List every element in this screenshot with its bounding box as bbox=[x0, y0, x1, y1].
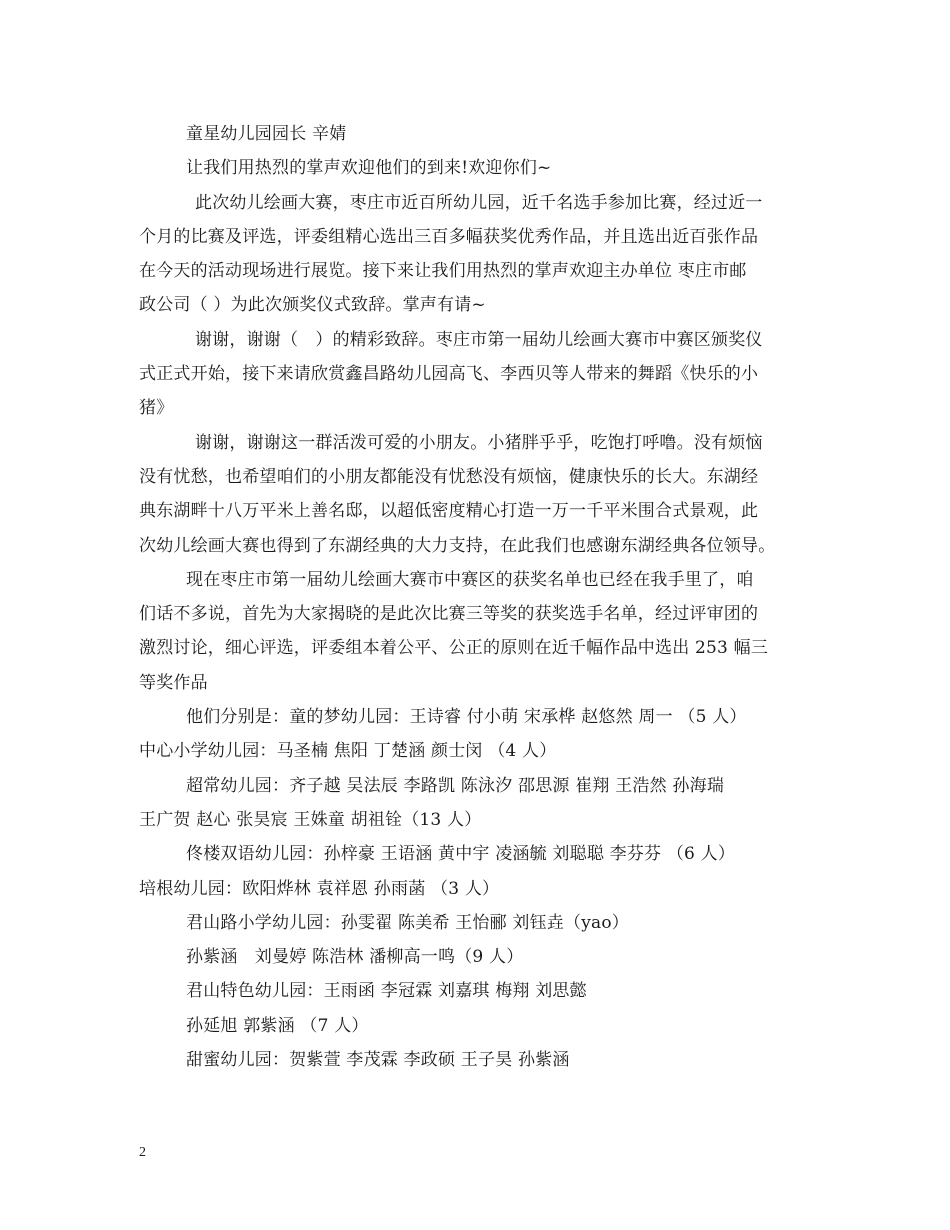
text-line: 猪》 bbox=[139, 398, 174, 419]
text-line: 们话不多说，首先为大家揭晓的是此次比赛三等奖的获奖选手名单，经过评审团的 bbox=[139, 604, 759, 625]
text-line: 让我们用热烈的掌声欢迎他们的到来!欢迎你们~ bbox=[186, 158, 552, 179]
text-line: 童星幼儿园园长 辛婧 bbox=[186, 124, 347, 144]
document-body bbox=[139, 117, 819, 1077]
text-line: 此次幼儿绘画大赛，枣庄市近百所幼儿园，近千名选手参加比赛，经过近一 bbox=[195, 192, 763, 213]
page-number: 2 bbox=[139, 1145, 146, 1160]
text-line: 君山路小学幼儿园：孙雯翟 陈美希 王怡郦 刘钰垚（yao） bbox=[186, 912, 629, 933]
text-line: 谢谢，谢谢（ ）的精彩致辞。枣庄市第一届幼儿绘画大赛市中赛区颁奖仪 bbox=[195, 329, 763, 350]
text-line: 他们分别是：童的梦幼儿园：王诗睿 付小萌 宋承桦 赵悠然 周一 （5 人） bbox=[186, 707, 747, 728]
text-line: 孙延旭 郭紫涵 （7 人） bbox=[186, 1015, 369, 1036]
text-line: 中心小学幼儿园：马圣楠 焦阳 丁楚涵 颜士闵 （4 人） bbox=[139, 741, 557, 762]
text-line: 政公司（ ）为此次颁奖仪式致辞。掌声有请~ bbox=[139, 295, 486, 316]
text-line: 次幼儿绘画大赛也得到了东湖经典的大力支持，在此我们也感谢东湖经典各位领导。 bbox=[139, 535, 776, 556]
text-line: 培根幼儿园：欧阳烨林 袁祥恩 孙雨菡 （3 人） bbox=[139, 878, 500, 899]
text-line: 佟楼双语幼儿园：孙梓豪 王语涵 黄中宇 凌涵毓 刘聪聪 李芬芬 （6 人） bbox=[186, 844, 736, 865]
text-line: 君山特色幼儿园：王雨函 李冠霖 刘嘉琪 梅翔 刘思懿 bbox=[186, 981, 587, 1002]
text-line: 王广贺 赵心 张昊宸 王姝童 胡祖铨（13 人） bbox=[139, 809, 482, 830]
text-line: 甜蜜幼儿园：贺紫萱 李茂霖 李政硕 王子昊 孙紫涵 bbox=[186, 1050, 570, 1071]
text-line: 式正式开始，接下来请欣赏鑫昌路幼儿园高飞、李西贝等人带来的舞蹈《快乐的小 bbox=[139, 364, 759, 385]
text-line: 激烈讨论，细心评选，评委组本着公平、公正的原则在近千幅作品中选出 253 幅三 bbox=[139, 638, 769, 659]
text-line: 在今天的活动现场进行展览。接下来让我们用热烈的掌声欢迎主办单位 枣庄市邮 bbox=[139, 261, 747, 282]
text-line: 孙紫涵 刘曼婷 陈浩林 潘柳高一鸣（9 人） bbox=[186, 947, 524, 968]
text-line: 典东湖畔十八万平米上善名邸，以超低密度精心打造一万一千平米围合式景观，此 bbox=[139, 501, 759, 522]
text-line: 没有忧愁，也希望咱们的小朋友都能没有忧愁没有烦恼，健康快乐的长大。东湖经 bbox=[139, 466, 759, 487]
text-line: 个月的比赛及评选，评委组精心选出三百多幅获奖优秀作品，并且选出近百张作品 bbox=[139, 226, 759, 247]
text-line: 超常幼儿园：齐子越 吴法辰 李路凯 陈泳汐 邵思源 崔翔 王浩然 孙海瑞 bbox=[186, 775, 725, 796]
text-line: 等奖作品 bbox=[139, 672, 208, 693]
text-line: 谢谢，谢谢这一群活泼可爱的小朋友。小猪胖乎乎，吃饱打呼噜。没有烦恼 bbox=[195, 432, 763, 453]
text-line: 现在枣庄市第一届幼儿绘画大赛市中赛区的获奖名单也已经在我手里了，咱 bbox=[186, 569, 754, 590]
